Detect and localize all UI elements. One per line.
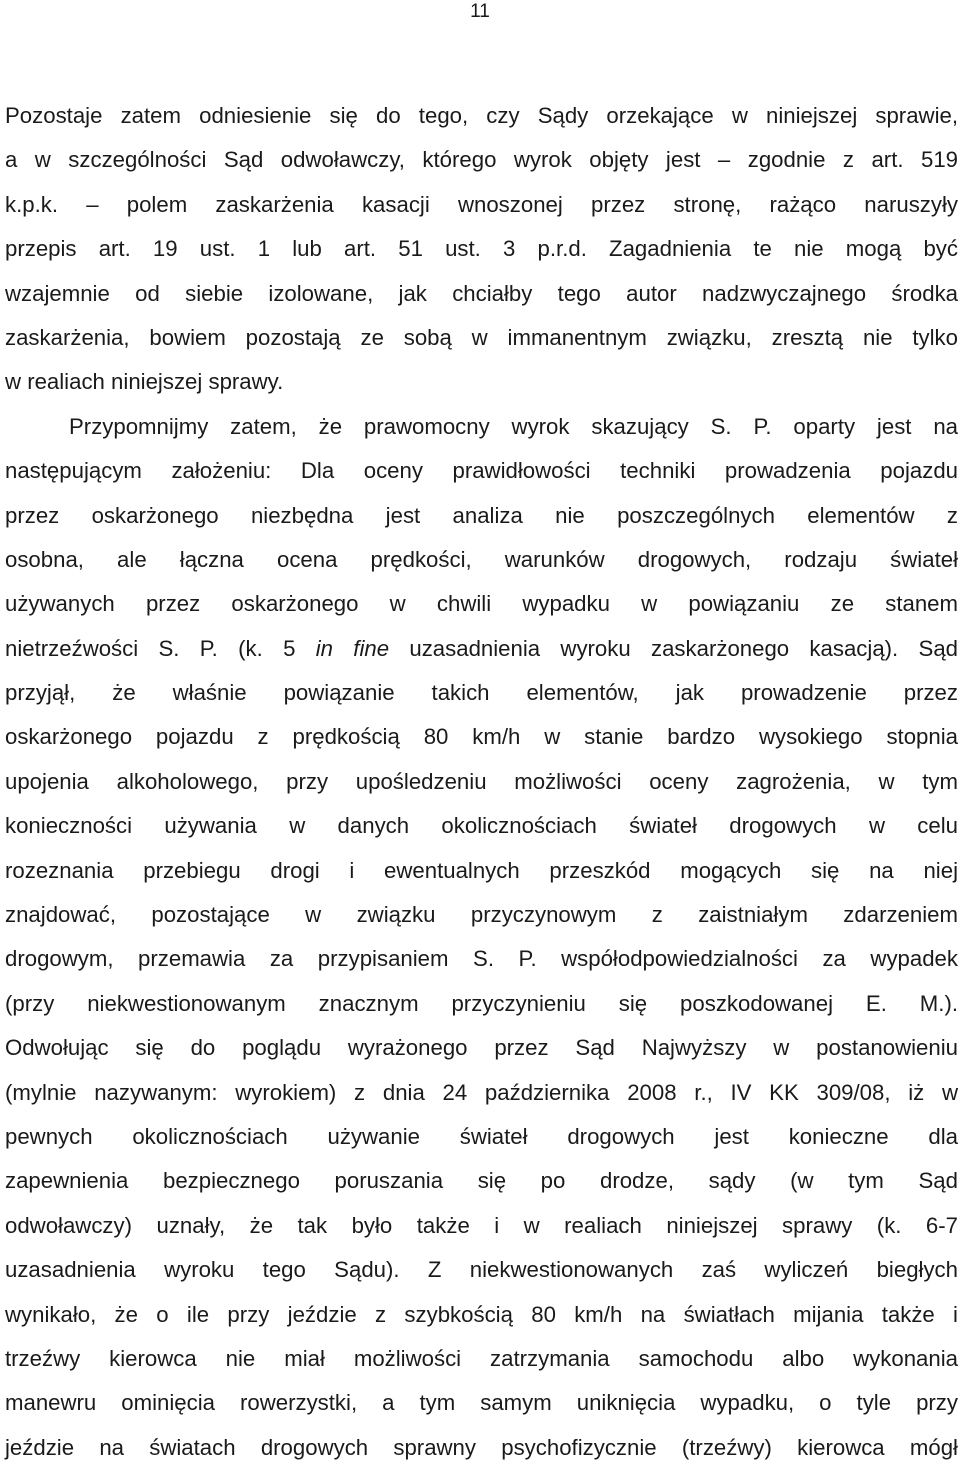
- text-line: [5, 627, 958, 671]
- text-line: oskarżonego pojazdu z prędkością 80 km/h w stanie bardzo wysokiego stopnia: [5, 724, 958, 750]
- text-line: odwoławczy) uznały, że tak było także i w realiach niniejszej sprawy (k. 6-7: [5, 1212, 958, 1238]
- text-line: upojenia alkoholowego, przy upośledzeniu możliwości oceny zagrożenia, w tym: [5, 768, 958, 794]
- latin-phrase: in fine: [315, 635, 390, 661]
- text-segment: nietrzeźwości S. P. (k. 5: [5, 635, 316, 661]
- text-line: wzajemnie od siebie izolowane, jak chciałby tego autor nadzwyczajnego środka: [5, 280, 958, 306]
- text-line: (przy niekwestionowanym znacznym przyczynieniu się poszkodowanej E. M.).: [5, 990, 958, 1016]
- text-line: konieczności używania w danych okolicznościach świateł drogowych w celu: [5, 813, 958, 839]
- text-line: Pozostaje zatem odniesienie się do tego, czy Sądy orzekające w niniejszej sprawie,: [5, 103, 958, 128]
- text-line: a w szczególności Sąd odwoławczy, którego wyrok objęty jest – zgodnie z art. 519: [5, 147, 958, 173]
- text-line: (mylnie nazywanym: wyrokiem) z dnia 24 października 2008 r., IV KK 309/08, iż w: [5, 1079, 958, 1105]
- text-line: przez oskarżonego niezbędna jest analiza nie poszczególnych elementów z: [5, 502, 958, 528]
- text-line: trzeźwy kierowca nie miał możliwości zatrzymania samochodu albo wykonania: [5, 1345, 958, 1371]
- text-line: w realiach niniejszej sprawy.: [5, 369, 284, 395]
- text-line: Przypomnijmy zatem, że prawomocny wyrok skazujący S. P. oparty jest na: [69, 413, 958, 439]
- text-segment: uzasadnienia wyroku zaskarżonego kasacją). Sąd: [389, 635, 958, 661]
- text-line: Odwołując się do poglądu wyrażonego przez Sąd Najwyższy w postanowieniu: [5, 1035, 958, 1061]
- text-line: przepis art. 19 ust. 1 lub art. 51 ust. 3 p.r.d. Zagadnienia te nie mogą być: [5, 236, 958, 262]
- text-line: używanych przez oskarżonego w chwili wypadku w powiązaniu ze stanem: [5, 591, 958, 617]
- text-line: osobna, ale łączna ocena prędkości, warunków drogowych, rodzaju świateł: [5, 546, 958, 572]
- text-line: znajdować, pozostające w związku przyczynowym z zaistniałym zdarzeniem: [5, 902, 958, 928]
- text-line: k.p.k. – polem zaskarżenia kasacji wnoszonej przez stronę, rażąco naruszyły: [5, 191, 958, 217]
- text-line: zaskarżenia, bowiem pozostają ze sobą w immanentnym związku, zresztą nie tylko: [5, 324, 958, 350]
- text-line: zapewnienia bezpiecznego poruszania się po drodze, sądy (w tym Sąd: [5, 1168, 958, 1194]
- text-line: drogowym, przemawia za przypisaniem S. P. współodpowiedzialności za wypadek: [5, 946, 958, 972]
- text-line: wynikało, że o ile przy jeździe z szybkością 80 km/h na światłach mijania także i: [5, 1301, 958, 1327]
- text-line: następującym założeniu: Dla oceny prawidłowości techniki prowadzenia pojazdu: [5, 458, 958, 484]
- text-line: pewnych okolicznościach używanie świateł drogowych jest konieczne dla: [5, 1123, 958, 1149]
- text-line: jeździe na światach drogowych sprawny psychofizycznie (trzeźwy) kierowca mógł: [5, 1434, 958, 1460]
- text-line: rozeznania przebiegu drogi i ewentualnych przeszkód mogących się na niej: [5, 857, 958, 883]
- body-text: [5, 94, 958, 1470]
- text-line: uzasadnienia wyroku tego Sądu). Z niekwestionowanych zaś wyliczeń biegłych: [5, 1257, 958, 1283]
- text-line: manewru ominięcia rowerzystki, a tym samym uniknięcia wypadku, o tyle przy: [5, 1390, 958, 1416]
- text-line: przyjął, że właśnie powiązanie takich elementów, jak prowadzenie przez: [5, 680, 958, 706]
- page-number: 11: [470, 1, 490, 22]
